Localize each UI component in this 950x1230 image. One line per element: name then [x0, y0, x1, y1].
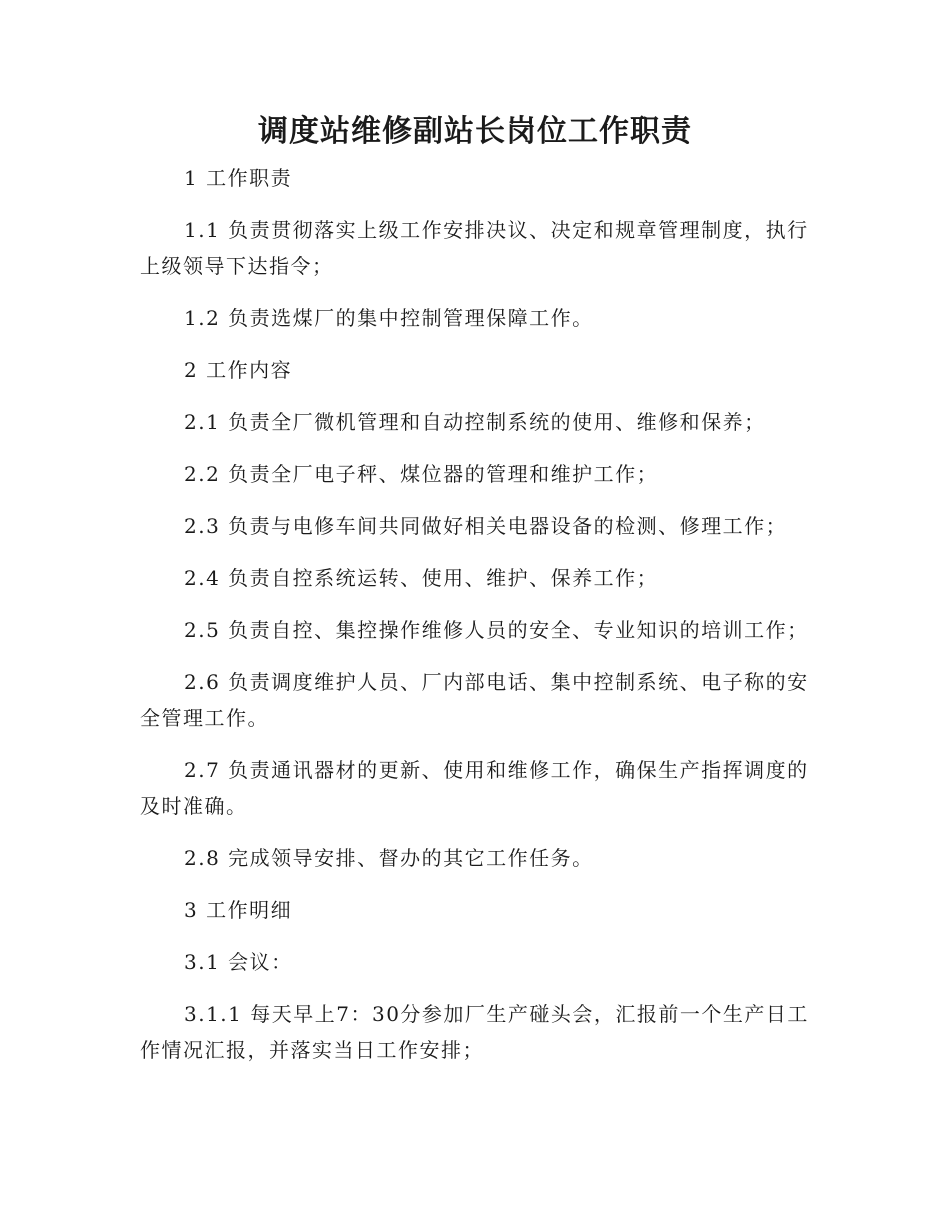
section-heading: 2 工作内容: [184, 358, 293, 382]
section-heading: 1 工作职责: [184, 166, 293, 190]
paragraph: 2.8 完成领导安排、督办的其它工作任务。: [184, 846, 594, 870]
paragraph: 2.2 负责全厂电子秤、煤位器的管理和维护工作；: [184, 462, 659, 486]
section-heading: 3 工作明细: [184, 898, 293, 922]
paragraph: 2.6 负责调度维护人员、厂内部电话、集中控制系统、电子称的安全管理工作。: [140, 670, 809, 730]
paragraph: 1.1 负责贯彻落实上级工作安排决议、决定和规章管理制度，执行上级领导下达指令；: [140, 218, 809, 278]
subsection-heading: 3.1 会议：: [184, 950, 293, 974]
paragraph: 2.1 负责全厂微机管理和自动控制系统的使用、维修和保养；: [184, 410, 766, 434]
paragraph: 2.5 负责自控、集控操作维修人员的安全、专业知识的培训工作；: [184, 618, 809, 642]
paragraph: 2.7 负责通讯器材的更新、使用和维修工作，确保生产指挥调度的及时准确。: [140, 758, 809, 818]
paragraph: 2.3 负责与电修车间共同做好相关电器设备的检测、修理工作；: [184, 514, 788, 538]
paragraph: 1.2 负责选煤厂的集中控制管理保障工作。: [184, 306, 594, 330]
paragraph: 2.4 负责自控系统运转、使用、维护、保养工作；: [184, 566, 659, 590]
document-body: [140, 160, 810, 1084]
paragraph: 3.1.1 每天早上7：30分参加厂生产碰头会，汇报前一个生产日工作情况汇报，并落实当日工作安排；: [140, 1002, 809, 1062]
document-title: 调度站维修副站长岗位工作职责: [258, 114, 692, 149]
